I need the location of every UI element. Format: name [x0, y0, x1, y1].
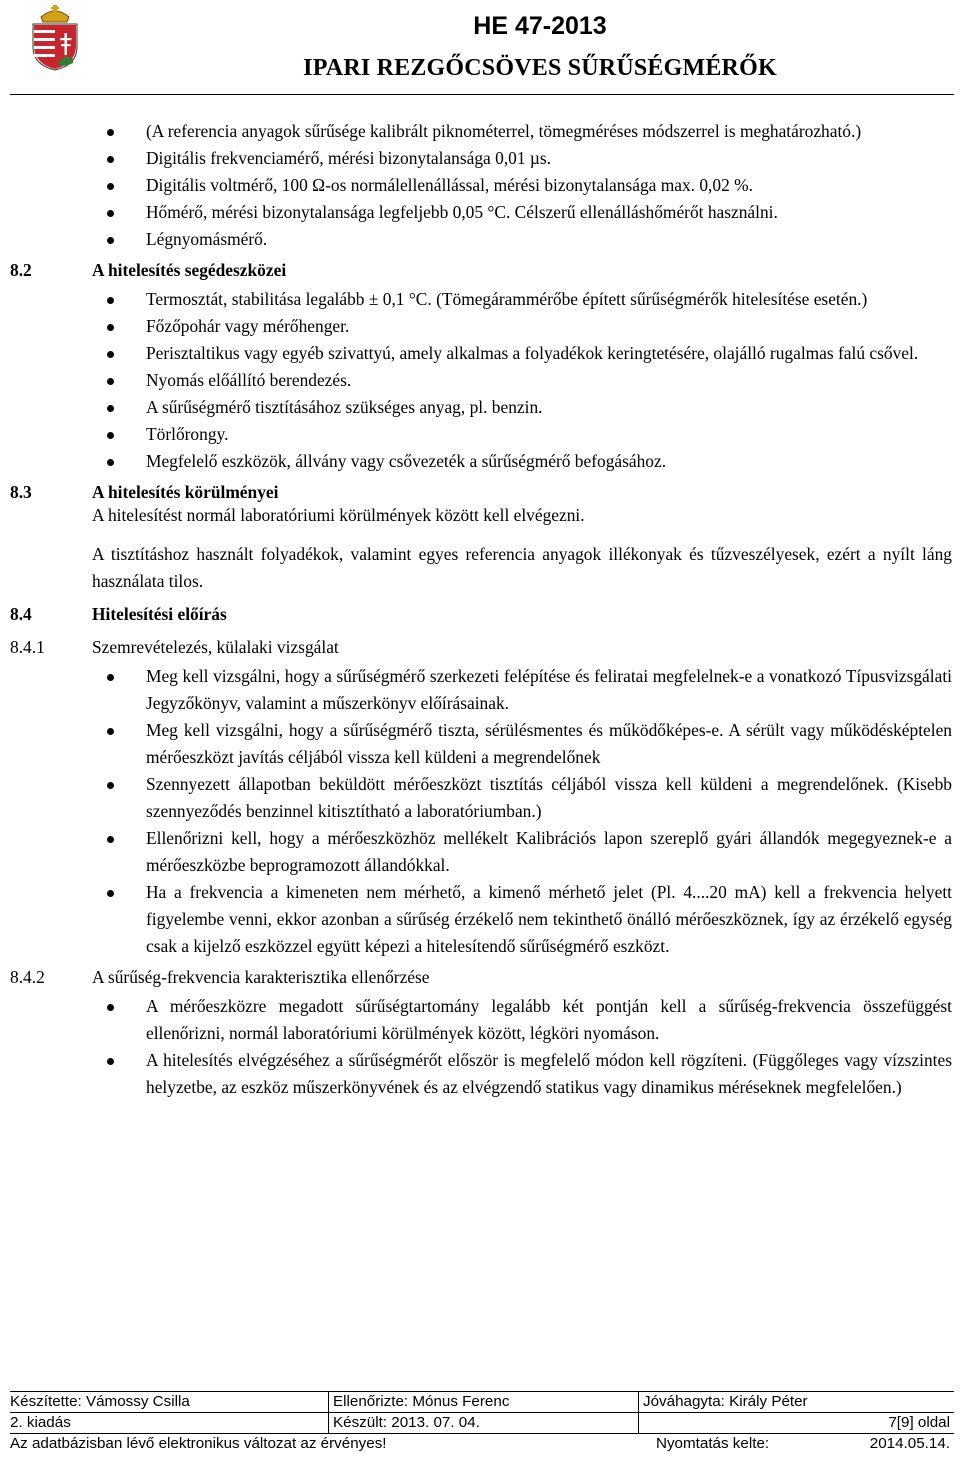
- list-item: Szennyezett állapotban beküldött mérőeszközt tisztítás céljából vissza kell küldeni a megrendelőnek. (Kisebb szennyeződés benzinnel kitisztítható a laboratóriumban.): [0, 771, 960, 825]
- bullet-icon: [107, 378, 114, 385]
- list-item: Főzőpohár vagy mérőhenger.: [0, 313, 960, 340]
- bullet-icon: [107, 210, 114, 217]
- approved-by: Jóváhagyta: Király Péter: [638, 1392, 808, 1412]
- list-item: (A referencia anyagok sűrűsége kalibrált piknométerrel, tömegméréses módszerrel is meghatározható.): [0, 118, 960, 145]
- bullet-icon: [107, 1004, 114, 1011]
- list-item: A hitelesítés elvégzéséhez a sűrűségmérőt először is megfelelő módon kell rögzíteni. (Függőleges vagy vízszintes helyzetbe, az eszköz műszerkönyvének és az elvégzendő statikus vagy dinamikus méréseknek megfelelően.): [0, 1047, 960, 1101]
- bullet-icon: [107, 183, 114, 190]
- section-title: Hitelesítési előírás: [92, 604, 227, 624]
- edition: 2. kiadás: [10, 1414, 71, 1431]
- subsection-heading: [0, 964, 960, 993]
- section-heading: [0, 601, 960, 630]
- document-title: IPARI REZGŐCSÖVES SŰRŰSÉGMÉRŐK: [303, 55, 777, 81]
- bullet-icon: [107, 351, 114, 358]
- list-item: Meg kell vizsgálni, hogy a sűrűségmérő szerkezeti felépítése és feliratai megfelelnek-e a vonatkozó Típusvizsgálati Jegyzőkönyv, valamint a műszerkönyv előírásainak.: [0, 663, 960, 717]
- section-title: Szemrevételezés, külalaki vizsgálat: [92, 637, 339, 657]
- equipment-list: [0, 118, 960, 253]
- print-date: 2014.05.14.: [869, 1435, 950, 1452]
- characteristic-check-list: [0, 993, 960, 1101]
- paragraph: A tisztításhoz használt folyadékok, valamint egyes referencia anyagok illékonyak és tűzveszélyesek, ezért a nyílt láng használata tilos.: [92, 544, 952, 591]
- section-heading: [0, 479, 960, 508]
- section-heading: [0, 257, 960, 286]
- section-title: A hitelesítés segédeszközei: [92, 260, 287, 280]
- auxiliary-equipment-list: [0, 286, 960, 475]
- header-divider: [10, 94, 954, 95]
- document-code: HE 47-2013: [473, 12, 607, 40]
- bullet-icon: [107, 156, 114, 163]
- bullet-icon: [107, 237, 114, 244]
- page-header: [0, 0, 960, 96]
- bullet-icon: [107, 129, 114, 136]
- list-item: Nyomás előállító berendezés.: [0, 367, 960, 394]
- section-title: A sűrűség-frekvencia karakterisztika ellenőrzése: [92, 967, 430, 987]
- section-number: 8.4: [10, 604, 32, 624]
- bullet-icon: [107, 1058, 114, 1065]
- page-number: 7[9] oldal: [888, 1414, 950, 1431]
- paragraph: A hitelesítést normál laboratóriumi körülmények között kell elvégezni.: [92, 505, 585, 525]
- footer-row: [10, 1433, 954, 1454]
- bullet-icon: [107, 836, 114, 843]
- footer-row: [10, 1412, 954, 1433]
- list-item: Megfelelő eszközök, állvány vagy csővezeték a sűrűségmérő befogásához.: [0, 448, 960, 475]
- print-date-label: Nyomtatás kelte:: [656, 1435, 770, 1452]
- list-item: Meg kell vizsgálni, hogy a sűrűségmérő tiszta, sérülésmentes és működőképes-e. A sérült vagy működésképtelen mérőeszközt javítás céljából vissza kell küldeni a megrendelőnek: [0, 717, 960, 771]
- page-footer: [10, 1391, 954, 1454]
- subsection-heading: [0, 634, 960, 663]
- list-item: Digitális frekvenciamérő, mérési bizonytalansága 0,01 µs.: [0, 145, 960, 172]
- list-item: Perisztaltikus vagy egyéb szivattyú, amely alkalmas a folyadékok keringtetésére, olajálló rugalmas falú csővel.: [0, 340, 960, 367]
- list-item: Ellenőrizni kell, hogy a mérőeszközhöz mellékelt Kalibrációs lapon szereplő gyári állandók megegyeznek-e a mérőeszközbe beprogramozott állandókkal.: [0, 825, 960, 879]
- page-content: [0, 118, 960, 1101]
- bullet-icon: [107, 728, 114, 735]
- checked-by: Ellenőrizte: Mónus Ferenc: [328, 1392, 509, 1412]
- section-number: 8.3: [10, 482, 32, 502]
- section-number: 8.2: [10, 260, 32, 280]
- list-item: Termosztát, stabilitása legalább ± 0,1 °C. (Tömegárammérőbe épített sűrűségmérők hitelesítése esetén.): [0, 286, 960, 313]
- list-item: Légnyomásmérő.: [0, 226, 960, 253]
- inspection-list: [0, 663, 960, 960]
- bullet-icon: [107, 674, 114, 681]
- list-item: Ha a frekvencia a kimeneten nem mérhető, a kimenő mérhető jelet (Pl. 4....20 mA) kell a frekvencia helyett figyelembe venni, ekkor azonban a sűrűség érzékelő nem tekinthető önálló mérőeszköznek, így az érzékelő egység csak a kijelző eszközzel együtt képezi a hitelesítendő sűrűségmérő eszközt.: [0, 879, 960, 960]
- list-item: Hőmérő, mérési bizonytalansága legfeljebb 0,05 °C. Célszerű ellenálláshőmérőt használni.: [0, 199, 960, 226]
- bullet-icon: [107, 782, 114, 789]
- prepared-by: Készítette: Vámossy Csilla: [10, 1393, 190, 1410]
- created-date: Készült: 2013. 07. 04.: [328, 1413, 480, 1433]
- hungarian-coat-of-arms-icon: [29, 3, 81, 71]
- section-title: A hitelesítés körülményei: [92, 482, 279, 502]
- bullet-icon: [107, 459, 114, 466]
- bullet-icon: [107, 890, 114, 897]
- section-number: 8.4.2: [10, 967, 45, 987]
- bullet-icon: [107, 324, 114, 331]
- bullet-icon: [107, 432, 114, 439]
- footer-row: [10, 1391, 954, 1412]
- section-number: 8.4.1: [10, 637, 45, 657]
- list-item: Törlőrongy.: [0, 421, 960, 448]
- list-item: A mérőeszközre megadott sűrűségtartomány legalább két pontján kell a sűrűség-frekvencia összefüggést ellenőrizni, normál laboratóriumi körülmények között, légköri nyomáson.: [0, 993, 960, 1047]
- list-item: A sűrűségmérő tisztításához szükséges anyag, pl. benzin.: [0, 394, 960, 421]
- validity-note: Az adatbázisban lévő elektronikus változat az érvényes!: [10, 1435, 387, 1452]
- bullet-icon: [107, 405, 114, 412]
- bullet-icon: [107, 297, 114, 304]
- list-item: Digitális voltmérő, 100 Ω-os normálellenállással, mérési bizonytalansága max. 0,02 %.: [0, 172, 960, 199]
